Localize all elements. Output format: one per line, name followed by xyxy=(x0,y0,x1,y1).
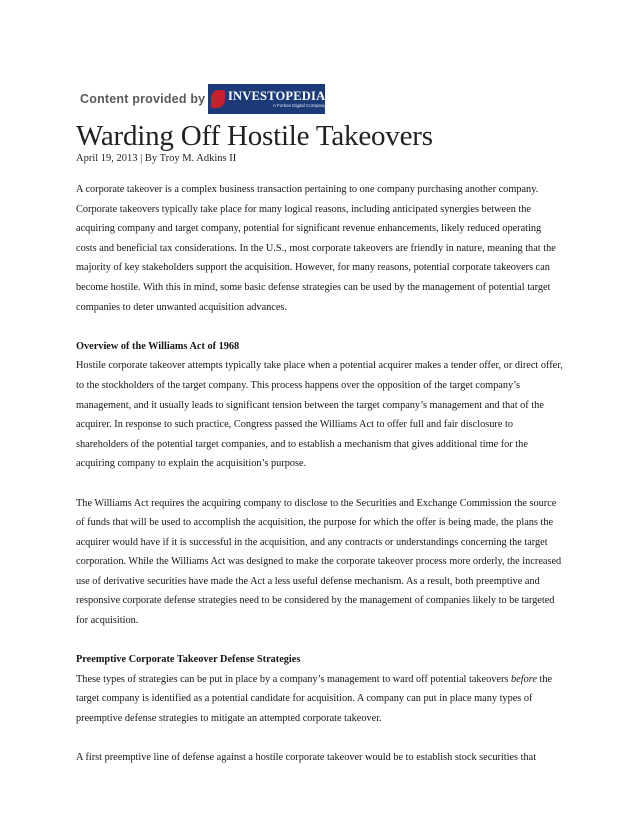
content-provider-banner xyxy=(80,84,325,114)
paragraph-preemptive-part1: These types of strategies can be put in place by a company’s management to ward off potential takeovers xyxy=(76,673,511,685)
paragraph-preemptive-part2: the target company is identified as a potential candidate for acquisition. A company can put in place many types of preemptive defense strategies to mitigate an attempted corporate takeover. xyxy=(76,673,553,725)
paragraph-williams-requirements: The Williams Act requires the acquiring company to disclose to the Securities and Exchange Commission the source of funds that will be used to accomplish the acquisition, the purpose for which the offer is being made, the plans the acquirer would have if it is successful in the acquisition, and any contracts or understandings concerning the target corporation. While the Williams Act was designed to make the corporate takeover process more orderly, the increased use of derivative securities have made the Act a less useful defense mechanism. As a result, both preemptive and responsive corporate defense strategies need to be considered by the management of companies likely to be targeted for acquisition. xyxy=(76,497,562,627)
article-body xyxy=(76,180,564,787)
section-heading-williams-act: Overview of the Williams Act of 1968 xyxy=(76,340,240,352)
emphasis-before: before xyxy=(511,673,537,685)
paragraph-williams-overview: Hostile corporate takeover attempts typically take place when a potential acquirer makes a tender offer, or direct offer, to the stockholders of the target company. This process happens over the opposition of the target company’s management, and it usually leads to significant tension between the target company’s management and that of the acquirer. In response to such practice, Congress passed the Williams Act to offer full and fair disclosure to shareholders of the potential target companies, and to establish a mechanism that gives additional time for the acquiring company to explain the acquisition’s purpose. xyxy=(76,360,563,470)
paragraph-preemptive xyxy=(76,670,564,729)
section-heading-preemptive: Preemptive Corporate Takeover Defense Strategies xyxy=(76,654,301,666)
logo-name: INVESTOPEDIA xyxy=(227,89,326,103)
article-byline: April 19, 2013 | By Troy M. Adkins II xyxy=(76,153,237,164)
paragraph-first-defense: A first preemptive line of defense against a hostile corporate takeover would be to establish stock securities that xyxy=(76,752,537,764)
logo-subtitle: A Forbes Digital Company xyxy=(273,102,326,108)
logo-wordmark xyxy=(228,90,325,108)
provider-label: Content provided by xyxy=(80,92,206,106)
logo-mark-icon xyxy=(211,90,225,108)
investopedia-logo[interactable] xyxy=(208,84,325,114)
paragraph-intro: A corporate takeover is a complex business transaction pertaining to one company purchasing another company. Corporate takeovers typically take place for many logical reasons, including anticipated synergies between the acquiring company and target company, potential for significant revenue enhancements, likely reduced operating costs and beneficial tax considerations. In the U.S., most corporate takeovers are friendly in nature, meaning that the majority of key stakeholders support the acquisition. However, for many reasons, potential corporate takeovers can become hostile. With this in mind, some basic defense strategies can be used by the management of potential target companies to deter unwanted acquisition advances. xyxy=(76,184,556,313)
article-title: Warding Off Hostile Takeovers xyxy=(76,120,433,152)
